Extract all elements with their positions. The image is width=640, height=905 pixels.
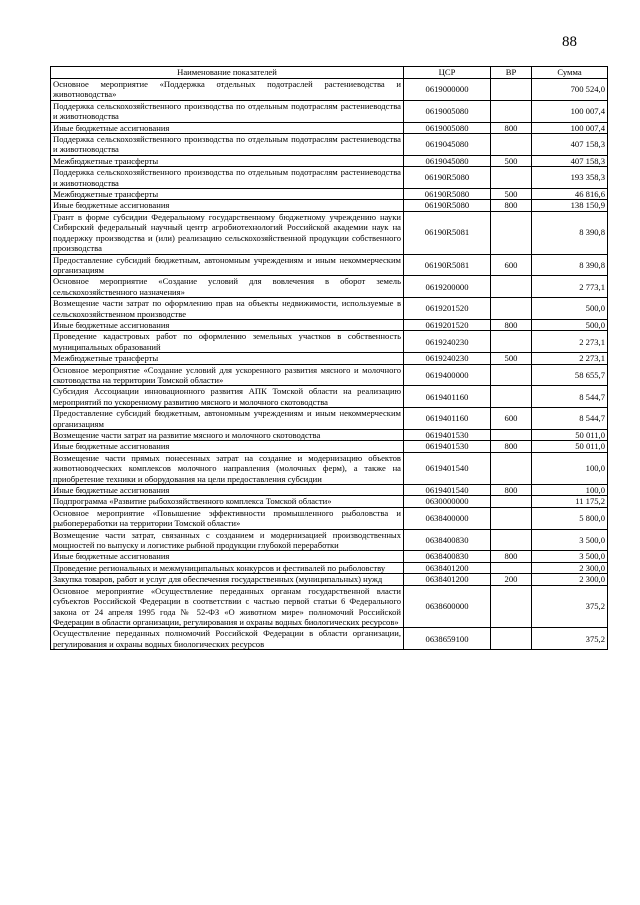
cell-code: 0638401200 [404, 562, 491, 573]
cell-vr [491, 298, 532, 320]
cell-sum: 500,0 [532, 319, 608, 330]
cell-sum: 407 158,3 [532, 134, 608, 156]
table-row [51, 331, 608, 353]
cell-code: 0619401530 [404, 441, 491, 452]
cell-code: 06190R5080 [404, 167, 491, 189]
cell-code: 0619401160 [404, 386, 491, 408]
cell-vr: 600 [491, 254, 532, 276]
table-row [51, 529, 608, 551]
table-row [51, 254, 608, 276]
cell-name: Межбюджетные трансферты [51, 189, 404, 200]
cell-code: 0619005080 [404, 100, 491, 122]
cell-sum: 3 500,0 [532, 551, 608, 562]
cell-vr [491, 331, 532, 353]
cell-vr: 200 [491, 574, 532, 585]
cell-name: Иные бюджетные ассигнования [51, 122, 404, 133]
cell-name: Возмещение части затрат по оформлению прав на объекты недвижимости, используемые в сельскохозяйственном производстве [51, 298, 404, 320]
cell-name: Осуществление переданных полномочий Российской Федерации в области организации, регулирования и охраны водных биологических ресурсов [51, 628, 404, 650]
cell-vr [491, 507, 532, 529]
cell-vr [491, 167, 532, 189]
cell-code: 0619240230 [404, 331, 491, 353]
cell-sum: 500,0 [532, 298, 608, 320]
cell-code: 0619005080 [404, 122, 491, 133]
cell-name: Иные бюджетные ассигнования [51, 485, 404, 496]
cell-sum: 138 150,9 [532, 200, 608, 211]
cell-sum: 46 816,6 [532, 189, 608, 200]
cell-vr [491, 452, 532, 484]
cell-code: 0619201520 [404, 319, 491, 330]
cell-name: Иные бюджетные ассигнования [51, 441, 404, 452]
cell-sum: 50 011,0 [532, 441, 608, 452]
cell-name: Поддержка сельскохозяйственного производства по отдельным подотраслям растениеводства и животноводства [51, 134, 404, 156]
table-row [51, 134, 608, 156]
table-row [51, 562, 608, 573]
cell-code: 06190R5080 [404, 200, 491, 211]
cell-vr: 800 [491, 200, 532, 211]
cell-name: Возмещение части прямых понесенных затрат на создание и модернизацию объектов животноводческих комплексов молочного направления (молочных ферм), а также на приобретение техники и оборудования на цели предоставления субсидии [51, 452, 404, 484]
cell-name: Поддержка сельскохозяйственного производства по отдельным подотраслям растениеводства и животноводства [51, 167, 404, 189]
cell-name: Иные бюджетные ассигнования [51, 319, 404, 330]
cell-code: 0619240230 [404, 353, 491, 364]
cell-sum: 8 544,7 [532, 386, 608, 408]
cell-code: 0638400830 [404, 529, 491, 551]
cell-vr [491, 496, 532, 507]
table-row [51, 100, 608, 122]
table-row [51, 430, 608, 441]
header-sum: Сумма [532, 67, 608, 79]
cell-code: 0638400830 [404, 551, 491, 562]
table-row [51, 155, 608, 166]
table-row [51, 167, 608, 189]
table-row [51, 79, 608, 101]
cell-vr: 800 [491, 441, 532, 452]
cell-code: 0619045080 [404, 155, 491, 166]
cell-vr [491, 364, 532, 386]
cell-code: 0619000000 [404, 79, 491, 101]
table-row [51, 211, 608, 254]
cell-name: Иные бюджетные ассигнования [51, 551, 404, 562]
cell-code: 06190R5081 [404, 254, 491, 276]
cell-name: Иные бюджетные ассигнования [51, 200, 404, 211]
header-vr: ВР [491, 67, 532, 79]
table-row [51, 276, 608, 298]
cell-code: 06190R5081 [404, 211, 491, 254]
table-header-row [51, 67, 608, 79]
budget-table [50, 66, 608, 650]
cell-code: 0619401540 [404, 485, 491, 496]
cell-sum: 100,0 [532, 452, 608, 484]
cell-vr: 800 [491, 319, 532, 330]
cell-name: Поддержка сельскохозяйственного производства по отдельным подотраслям растениеводства и животноводства [51, 100, 404, 122]
cell-vr: 500 [491, 155, 532, 166]
cell-vr: 600 [491, 408, 532, 430]
cell-sum: 193 358,3 [532, 167, 608, 189]
table-row [51, 441, 608, 452]
cell-sum: 5 800,0 [532, 507, 608, 529]
cell-vr: 500 [491, 189, 532, 200]
cell-vr: 800 [491, 485, 532, 496]
cell-sum: 2 273,1 [532, 331, 608, 353]
cell-vr: 800 [491, 551, 532, 562]
cell-sum: 2 773,1 [532, 276, 608, 298]
cell-sum: 100 007,4 [532, 100, 608, 122]
cell-vr [491, 430, 532, 441]
cell-name: Предоставление субсидий бюджетным, автономным учреждениям и иным некоммерческим организациям [51, 408, 404, 430]
table-row [51, 496, 608, 507]
cell-code: 0619201520 [404, 298, 491, 320]
cell-sum: 407 158,3 [532, 155, 608, 166]
cell-code: 06190R5080 [404, 189, 491, 200]
cell-name: Основное мероприятие «Повышение эффективности промышленного рыболовства и рыбопереработки на территории Томской области» [51, 507, 404, 529]
cell-sum: 700 524,0 [532, 79, 608, 101]
cell-sum: 58 655,7 [532, 364, 608, 386]
cell-code: 0638401200 [404, 574, 491, 585]
cell-name: Основное мероприятие «Создание условий для вовлечения в оборот земель сельскохозяйственного назначения» [51, 276, 404, 298]
table-row [51, 452, 608, 484]
cell-code: 0619401540 [404, 452, 491, 484]
cell-sum: 100,0 [532, 485, 608, 496]
table-row [51, 585, 608, 628]
table-row [51, 200, 608, 211]
cell-name: Межбюджетные трансферты [51, 155, 404, 166]
cell-vr: 800 [491, 122, 532, 133]
cell-code: 0619045080 [404, 134, 491, 156]
cell-sum: 50 011,0 [532, 430, 608, 441]
cell-sum: 2 300,0 [532, 562, 608, 573]
cell-code: 0619401160 [404, 408, 491, 430]
cell-vr [491, 211, 532, 254]
cell-name: Возмещение части затрат на развитие мясного и молочного скотоводства [51, 430, 404, 441]
table-row [51, 319, 608, 330]
cell-name: Подпрограмма «Развитие рыбохозяйственного комплекса Томской области» [51, 496, 404, 507]
table-row [51, 364, 608, 386]
cell-name: Основное мероприятие «Поддержка отдельных подотраслей растениеводства и животноводства» [51, 79, 404, 101]
cell-sum: 8 390,8 [532, 211, 608, 254]
cell-sum: 375,2 [532, 585, 608, 628]
table-row [51, 507, 608, 529]
table-row [51, 551, 608, 562]
cell-sum: 8 390,8 [532, 254, 608, 276]
cell-sum: 375,2 [532, 628, 608, 650]
cell-vr [491, 529, 532, 551]
cell-code: 0638400000 [404, 507, 491, 529]
cell-vr [491, 134, 532, 156]
cell-code: 0630000000 [404, 496, 491, 507]
table-row [51, 628, 608, 650]
header-name: Наименование показателей [51, 67, 404, 79]
table-row [51, 353, 608, 364]
cell-sum: 2 273,1 [532, 353, 608, 364]
cell-sum: 3 500,0 [532, 529, 608, 551]
cell-code: 0619400000 [404, 364, 491, 386]
cell-code: 0619200000 [404, 276, 491, 298]
cell-name: Возмещение части затрат, связанных с созданием и модернизацией производственных мощностей по выпуску и логистике рыбной продукции глубокой переработки [51, 529, 404, 551]
table-row [51, 122, 608, 133]
cell-name: Проведение кадастровых работ по оформлению земельных участков в собственность муниципальных образований [51, 331, 404, 353]
table-row [51, 189, 608, 200]
cell-sum: 8 544,7 [532, 408, 608, 430]
cell-name: Проведение региональных и межмуниципальных конкурсов и фестивалей по рыболовству [51, 562, 404, 573]
table-row [51, 408, 608, 430]
cell-vr [491, 628, 532, 650]
header-code: ЦСР [404, 67, 491, 79]
cell-name: Предоставление субсидий бюджетным, автономным учреждениям и иным некоммерческим организациям [51, 254, 404, 276]
cell-code: 0638659100 [404, 628, 491, 650]
cell-code: 0638600000 [404, 585, 491, 628]
cell-name: Основное мероприятие «Создание условий для ускоренного развития мясного и молочного скотоводства на территории Томской области» [51, 364, 404, 386]
page-number: 88 [562, 34, 577, 50]
cell-vr [491, 585, 532, 628]
cell-vr [491, 386, 532, 408]
cell-sum: 11 175,2 [532, 496, 608, 507]
cell-sum: 100 007,4 [532, 122, 608, 133]
table-row [51, 298, 608, 320]
table-row [51, 485, 608, 496]
cell-name: Межбюджетные трансферты [51, 353, 404, 364]
cell-name: Закупка товаров, работ и услуг для обеспечения государственных (муниципальных) нужд [51, 574, 404, 585]
table-row [51, 574, 608, 585]
cell-vr: 500 [491, 353, 532, 364]
cell-vr [491, 100, 532, 122]
cell-vr [491, 79, 532, 101]
cell-name: Грант в форме субсидии Федеральному государственному бюджетному учреждению науки Сибирский федеральный научный центр агробиотехнологий Российской академии наук на поддержку производства и (или) реализацию сельскохозяйственной продукции собственного производства [51, 211, 404, 254]
cell-code: 0619401530 [404, 430, 491, 441]
cell-name: Основное мероприятие «Осуществление переданных органам государственной власти субъектов Российской Федерации в соответствии с частью первой статьи 6 Федерального закона от 24 апреля 1995 года № 52-ФЗ «О животном мире» полномочий Российской Федерации в области организации, регулирования и охраны водных биологических ресурсов» [51, 585, 404, 628]
cell-vr [491, 562, 532, 573]
cell-vr [491, 276, 532, 298]
table-row [51, 386, 608, 408]
cell-name: Субсидия Ассоциации инновационного развития АПК Томской области на реализацию мероприятий по ускоренному развитию мясного и молочного скотоводства [51, 386, 404, 408]
cell-sum: 2 300,0 [532, 574, 608, 585]
